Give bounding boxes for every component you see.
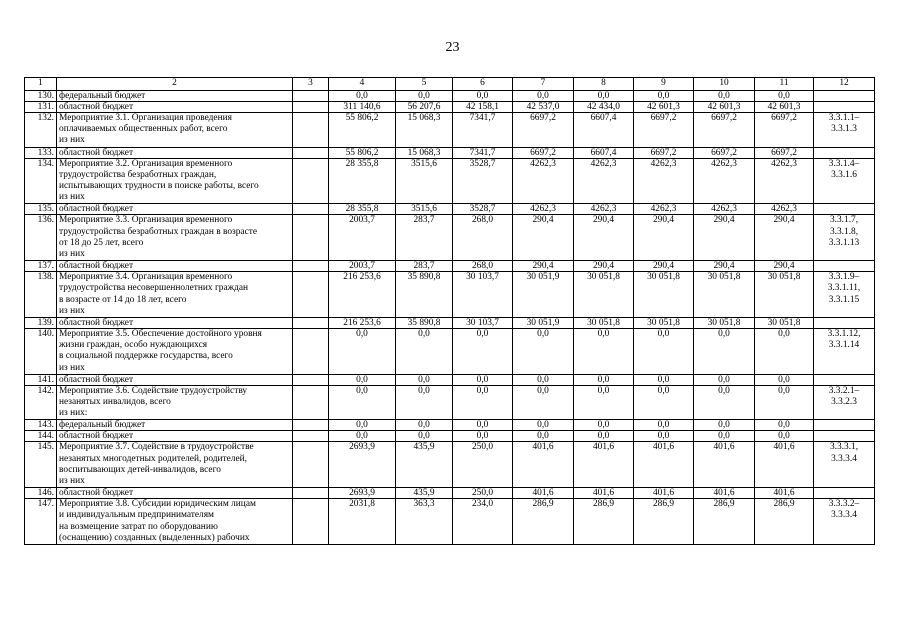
value-cell: 0,0 [694, 374, 755, 385]
value-cell: 250,0 [453, 488, 513, 499]
value-cell: 0,0 [396, 374, 453, 385]
value-cell: 401,6 [574, 488, 634, 499]
value-cell: 30 051,8 [634, 318, 694, 329]
reference-cell [814, 431, 875, 442]
value-cell: 4262,3 [694, 204, 755, 215]
column-header: 4 [329, 78, 396, 91]
value-cell: 0,0 [574, 329, 634, 375]
value-cell: 290,4 [513, 261, 574, 272]
column-3-cell [293, 204, 329, 215]
value-cell: 401,6 [694, 442, 755, 488]
value-cell: 0,0 [396, 431, 453, 442]
column-3-cell [293, 488, 329, 499]
value-cell: 0,0 [574, 91, 634, 102]
column-3-cell [293, 113, 329, 148]
value-cell: 0,0 [453, 374, 513, 385]
value-cell: 30 051,8 [574, 318, 634, 329]
row-number-cell: 131. [25, 102, 57, 113]
header-row [25, 78, 875, 91]
value-cell: 401,6 [634, 442, 694, 488]
value-cell: 0,0 [634, 329, 694, 375]
reference-cell: 3.3.1.4– 3.3.1.6 [814, 158, 875, 204]
value-cell: 0,0 [634, 374, 694, 385]
row-number-cell: 147. [25, 499, 57, 545]
value-cell: 0,0 [513, 329, 574, 375]
value-cell: 6697,2 [513, 147, 574, 158]
table-row [25, 102, 875, 113]
value-cell: 0,0 [453, 420, 513, 431]
value-cell: 286,9 [634, 499, 694, 545]
value-cell: 6697,2 [634, 147, 694, 158]
value-cell: 7341,7 [453, 113, 513, 148]
row-name-cell: областной бюджет [57, 318, 293, 329]
value-cell: 0,0 [396, 385, 453, 420]
value-cell: 0,0 [329, 329, 396, 375]
value-cell: 4262,3 [574, 158, 634, 204]
table-row [25, 91, 875, 102]
value-cell: 2693,9 [329, 442, 396, 488]
table-row [25, 215, 875, 261]
value-cell: 286,9 [574, 499, 634, 545]
reference-cell: 3.3.1.1– 3.3.1.3 [814, 113, 875, 148]
row-name-cell: областной бюджет [57, 374, 293, 385]
value-cell: 6697,2 [513, 113, 574, 148]
value-cell: 0,0 [755, 374, 814, 385]
value-cell: 7341,7 [453, 147, 513, 158]
value-cell: 28 355,8 [329, 158, 396, 204]
table-row [25, 318, 875, 329]
value-cell: 290,4 [755, 261, 814, 272]
value-cell: 0,0 [574, 431, 634, 442]
column-3-cell [293, 215, 329, 261]
value-cell: 6607,4 [574, 147, 634, 158]
reference-cell: 3.3.1.12, 3.3.1.14 [814, 329, 875, 375]
column-header: 7 [513, 78, 574, 91]
value-cell: 28 355,8 [329, 204, 396, 215]
row-name-cell: федеральный бюджет [57, 91, 293, 102]
value-cell: 30 051,8 [694, 272, 755, 318]
table-row [25, 385, 875, 420]
row-name-cell: областной бюджет [57, 261, 293, 272]
value-cell: 30 051,8 [634, 272, 694, 318]
value-cell: 3515,6 [396, 158, 453, 204]
row-name-cell: Мероприятие 3.5. Обеспечение достойного уровня жизни граждан, особо нуждающихся в социальной поддержке государства, всего из них [57, 329, 293, 375]
value-cell: 56 207,6 [396, 102, 453, 113]
table-row [25, 420, 875, 431]
value-cell: 0,0 [634, 420, 694, 431]
column-3-cell [293, 147, 329, 158]
value-cell: 0,0 [513, 431, 574, 442]
value-cell: 401,6 [694, 488, 755, 499]
value-cell: 3528,7 [453, 204, 513, 215]
value-cell: 0,0 [755, 420, 814, 431]
value-cell: 42 601,3 [694, 102, 755, 113]
value-cell: 0,0 [453, 329, 513, 375]
value-cell: 2031,8 [329, 499, 396, 545]
column-3-cell [293, 442, 329, 488]
value-cell: 0,0 [453, 91, 513, 102]
column-3-cell [293, 158, 329, 204]
reference-cell [814, 91, 875, 102]
column-3-cell [293, 431, 329, 442]
row-name-cell: федеральный бюджет [57, 420, 293, 431]
value-cell: 290,4 [694, 215, 755, 261]
row-name-cell: областной бюджет [57, 102, 293, 113]
value-cell: 0,0 [329, 91, 396, 102]
value-cell: 401,6 [513, 442, 574, 488]
value-cell: 311 140,6 [329, 102, 396, 113]
value-cell: 30 051,9 [513, 272, 574, 318]
value-cell: 4262,3 [755, 158, 814, 204]
value-cell: 290,4 [634, 215, 694, 261]
column-3-cell [293, 91, 329, 102]
value-cell: 0,0 [513, 385, 574, 420]
column-header: 5 [396, 78, 453, 91]
row-number-cell: 146. [25, 488, 57, 499]
value-cell: 0,0 [513, 374, 574, 385]
value-cell: 0,0 [694, 329, 755, 375]
value-cell: 35 890,8 [396, 318, 453, 329]
table-row [25, 272, 875, 318]
value-cell: 0,0 [694, 385, 755, 420]
column-3-cell [293, 261, 329, 272]
value-cell: 2693,9 [329, 488, 396, 499]
reference-cell: 3.3.3.1, 3.3.3.4 [814, 442, 875, 488]
value-cell: 0,0 [329, 431, 396, 442]
value-cell: 435,9 [396, 488, 453, 499]
reference-cell: 3.3.2.1– 3.3.2.3 [814, 385, 875, 420]
value-cell: 0,0 [574, 374, 634, 385]
value-cell: 268,0 [453, 261, 513, 272]
value-cell: 6697,2 [755, 147, 814, 158]
row-number-cell: 133. [25, 147, 57, 158]
row-name-cell: Мероприятие 3.6. Содействие трудоустройству незанятых инвалидов, всего из них: [57, 385, 293, 420]
reference-cell [814, 420, 875, 431]
value-cell: 6697,2 [694, 113, 755, 148]
column-3-cell [293, 420, 329, 431]
row-number-cell: 145. [25, 442, 57, 488]
column-3-cell [293, 329, 329, 375]
value-cell: 0,0 [755, 329, 814, 375]
table-row [25, 374, 875, 385]
table-row [25, 147, 875, 158]
value-cell: 0,0 [453, 385, 513, 420]
row-name-cell: Мероприятие 3.7. Содействие в трудоустройстве незанятых многодетных родителей, родителей, воспитывающих детей-инвалидов, всего из них [57, 442, 293, 488]
value-cell: 42 601,3 [755, 102, 814, 113]
budget-table [24, 77, 875, 545]
row-name-cell: Мероприятие 3.4. Организация временного трудоустройства несовершеннолетних граждан в возрасте от 14 до 18 лет, всего из них [57, 272, 293, 318]
value-cell: 0,0 [694, 91, 755, 102]
value-cell: 42 434,0 [574, 102, 634, 113]
value-cell: 0,0 [513, 91, 574, 102]
row-number-cell: 140. [25, 329, 57, 375]
value-cell: 6607,4 [574, 113, 634, 148]
column-header: 10 [694, 78, 755, 91]
value-cell: 216 253,6 [329, 272, 396, 318]
value-cell: 0,0 [755, 431, 814, 442]
row-number-cell: 132. [25, 113, 57, 148]
value-cell: 290,4 [634, 261, 694, 272]
value-cell: 55 806,2 [329, 147, 396, 158]
reference-cell [814, 147, 875, 158]
value-cell: 30 051,8 [574, 272, 634, 318]
value-cell: 401,6 [755, 488, 814, 499]
row-name-cell: областной бюджет [57, 431, 293, 442]
value-cell: 6697,2 [634, 113, 694, 148]
row-number-cell: 135. [25, 204, 57, 215]
value-cell: 0,0 [453, 431, 513, 442]
reference-cell [814, 318, 875, 329]
column-header: 12 [814, 78, 875, 91]
value-cell: 15 068,3 [396, 147, 453, 158]
value-cell: 250,0 [453, 442, 513, 488]
column-3-cell [293, 385, 329, 420]
column-header: 2 [57, 78, 293, 91]
value-cell: 0,0 [634, 431, 694, 442]
reference-cell [814, 261, 875, 272]
value-cell: 6697,2 [755, 113, 814, 148]
row-number-cell: 142. [25, 385, 57, 420]
value-cell: 268,0 [453, 215, 513, 261]
column-header: 3 [293, 78, 329, 91]
value-cell: 290,4 [755, 215, 814, 261]
value-cell: 0,0 [574, 385, 634, 420]
value-cell: 401,6 [574, 442, 634, 488]
value-cell: 2003,7 [329, 215, 396, 261]
value-cell: 4262,3 [513, 204, 574, 215]
value-cell: 42 601,3 [634, 102, 694, 113]
column-3-cell [293, 499, 329, 545]
value-cell: 0,0 [329, 385, 396, 420]
row-name-cell: областной бюджет [57, 488, 293, 499]
reference-cell [814, 374, 875, 385]
value-cell: 0,0 [694, 431, 755, 442]
row-number-cell: 130. [25, 91, 57, 102]
row-number-cell: 136. [25, 215, 57, 261]
row-number-cell: 144. [25, 431, 57, 442]
value-cell: 30 103,7 [453, 318, 513, 329]
reference-cell [814, 102, 875, 113]
value-cell: 4262,3 [694, 158, 755, 204]
value-cell: 2003,7 [329, 261, 396, 272]
table-row [25, 499, 875, 545]
value-cell: 4262,3 [634, 204, 694, 215]
value-cell: 286,9 [513, 499, 574, 545]
value-cell: 363,3 [396, 499, 453, 545]
column-3-cell [293, 318, 329, 329]
value-cell: 401,6 [634, 488, 694, 499]
value-cell: 0,0 [634, 91, 694, 102]
reference-cell: 3.3.3.2– 3.3.3.4 [814, 499, 875, 545]
table-row [25, 329, 875, 375]
column-header: 11 [755, 78, 814, 91]
column-header: 9 [634, 78, 694, 91]
column-3-cell [293, 272, 329, 318]
row-number-cell: 143. [25, 420, 57, 431]
value-cell: 4262,3 [574, 204, 634, 215]
value-cell: 0,0 [694, 420, 755, 431]
value-cell: 0,0 [329, 374, 396, 385]
value-cell: 0,0 [396, 329, 453, 375]
value-cell: 30 051,8 [755, 272, 814, 318]
table-row [25, 158, 875, 204]
table-row [25, 113, 875, 148]
value-cell: 4262,3 [513, 158, 574, 204]
value-cell: 234,0 [453, 499, 513, 545]
reference-cell: 3.3.1.9– 3.3.1.11, 3.3.1.15 [814, 272, 875, 318]
value-cell: 401,6 [755, 442, 814, 488]
row-number-cell: 138. [25, 272, 57, 318]
value-cell: 286,9 [694, 499, 755, 545]
table-body [25, 78, 875, 545]
table-row [25, 488, 875, 499]
value-cell: 216 253,6 [329, 318, 396, 329]
row-name-cell: Мероприятие 3.1. Организация проведения оплачиваемых общественных работ, всего из них [57, 113, 293, 148]
row-number-cell: 139. [25, 318, 57, 329]
row-number-cell: 141. [25, 374, 57, 385]
value-cell: 290,4 [694, 261, 755, 272]
column-header: 1 [25, 78, 57, 91]
column-3-cell [293, 102, 329, 113]
row-name-cell: областной бюджет [57, 204, 293, 215]
column-header: 8 [574, 78, 634, 91]
table-row [25, 261, 875, 272]
reference-cell [814, 488, 875, 499]
row-name-cell: Мероприятие 3.2. Организация временного трудоустройства безработных граждан, испытывающих трудности в поиске работы, всего из них [57, 158, 293, 204]
value-cell: 6697,2 [694, 147, 755, 158]
table-row [25, 442, 875, 488]
column-header: 6 [453, 78, 513, 91]
value-cell: 3515,6 [396, 204, 453, 215]
column-3-cell [293, 374, 329, 385]
page-number: 23 [445, 40, 460, 55]
value-cell: 290,4 [513, 215, 574, 261]
row-number-cell: 137. [25, 261, 57, 272]
value-cell: 30 051,9 [513, 318, 574, 329]
value-cell: 0,0 [329, 420, 396, 431]
reference-cell [814, 204, 875, 215]
value-cell: 15 068,3 [396, 113, 453, 148]
value-cell: 435,9 [396, 442, 453, 488]
value-cell: 3528,7 [453, 158, 513, 204]
value-cell: 0,0 [574, 420, 634, 431]
value-cell: 286,9 [755, 499, 814, 545]
value-cell: 30 051,8 [694, 318, 755, 329]
value-cell: 4262,3 [755, 204, 814, 215]
value-cell: 0,0 [755, 91, 814, 102]
reference-cell: 3.3.1.7, 3.3.1.8, 3.3.1.13 [814, 215, 875, 261]
value-cell: 283,7 [396, 215, 453, 261]
value-cell: 42 537,0 [513, 102, 574, 113]
row-name-cell: Мероприятие 3.3. Организация временного трудоустройства безработных граждан в возрасте от 18 до 25 лет, всего из них [57, 215, 293, 261]
value-cell: 0,0 [755, 385, 814, 420]
value-cell: 55 806,2 [329, 113, 396, 148]
value-cell: 30 051,8 [755, 318, 814, 329]
row-number-cell: 134. [25, 158, 57, 204]
value-cell: 4262,3 [634, 158, 694, 204]
value-cell: 401,6 [513, 488, 574, 499]
value-cell: 0,0 [513, 420, 574, 431]
table-row [25, 204, 875, 215]
row-name-cell: Мероприятие 3.8. Субсидии юридическим лицам и индивидуальным предпринимателям на возмещение затрат по оборудованию (оснащению) созданных (выделенных) рабочих [57, 499, 293, 545]
value-cell: 42 158,1 [453, 102, 513, 113]
value-cell: 290,4 [574, 215, 634, 261]
value-cell: 35 890,8 [396, 272, 453, 318]
value-cell: 0,0 [634, 385, 694, 420]
row-name-cell: областной бюджет [57, 147, 293, 158]
value-cell: 30 103,7 [453, 272, 513, 318]
table-row [25, 431, 875, 442]
value-cell: 0,0 [396, 420, 453, 431]
value-cell: 283,7 [396, 261, 453, 272]
value-cell: 0,0 [396, 91, 453, 102]
value-cell: 290,4 [574, 261, 634, 272]
